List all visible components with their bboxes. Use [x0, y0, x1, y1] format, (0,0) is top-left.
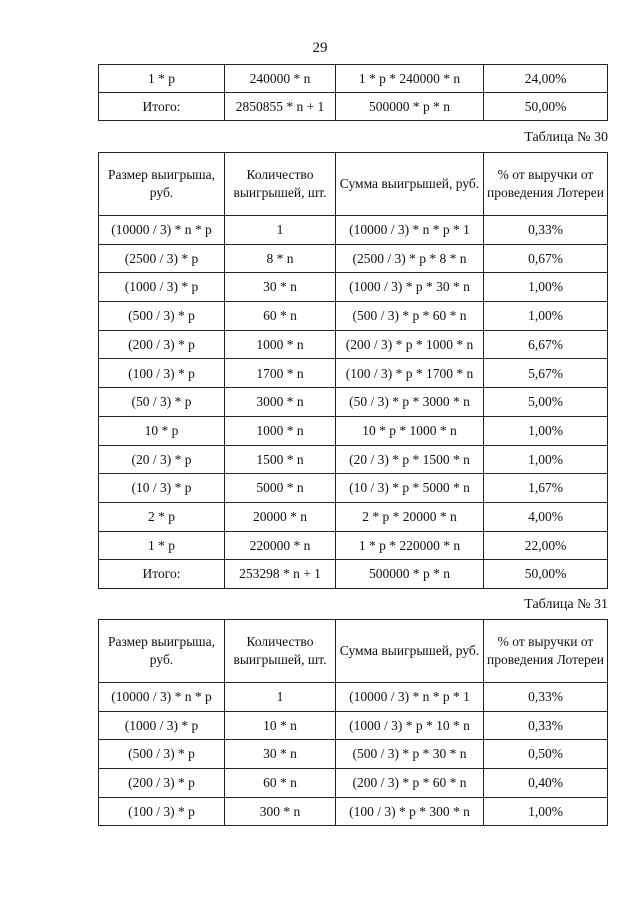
- prize-table-31: [98, 619, 608, 826]
- prize-count-cell: 1700 * n: [225, 359, 336, 388]
- prize-sum-cell: (100 / 3) * p * 300 * n: [336, 797, 484, 826]
- revenue-percent-cell: 0,33%: [484, 216, 608, 245]
- prize-sum-cell: (10 / 3) * p * 5000 * n: [336, 474, 484, 503]
- revenue-percent-cell: 1,00%: [484, 302, 608, 331]
- prize-amount-cell: (100 / 3) * p: [99, 359, 225, 388]
- prize-amount-cell: (1000 / 3) * p: [99, 711, 225, 740]
- header-prize-amount: Размер выигрыша, руб.: [99, 153, 225, 216]
- revenue-percent-cell: 1,00%: [484, 797, 608, 826]
- prize-sum-cell: 500000 * p * n: [336, 560, 484, 589]
- revenue-percent-cell: 1,00%: [484, 416, 608, 445]
- table-row: [99, 302, 608, 331]
- prize-sum-cell: (500 / 3) * p * 30 * n: [336, 740, 484, 769]
- revenue-percent-cell: 0,33%: [484, 683, 608, 712]
- prize-sum-cell: (1000 / 3) * p * 10 * n: [336, 711, 484, 740]
- table-30-caption: Таблица № 30: [524, 130, 608, 145]
- header-prize-sum: Сумма выигрышей, руб.: [336, 153, 484, 216]
- prize-count-cell: 10 * n: [225, 711, 336, 740]
- prize-sum-cell: (10000 / 3) * n * p * 1: [336, 683, 484, 712]
- table-row: [99, 769, 608, 798]
- table-row: [99, 244, 608, 273]
- revenue-percent-cell: 4,00%: [484, 502, 608, 531]
- prize-sum-cell: (100 / 3) * p * 1700 * n: [336, 359, 484, 388]
- prize-count-cell: 1: [225, 683, 336, 712]
- prize-count-cell: 60 * n: [225, 769, 336, 798]
- table-row: [99, 416, 608, 445]
- revenue-percent-cell: 0,67%: [484, 244, 608, 273]
- prize-amount-cell: (10000 / 3) * n * p: [99, 683, 225, 712]
- prize-count-cell: 1000 * n: [225, 416, 336, 445]
- table-row: [99, 65, 608, 93]
- revenue-percent-cell: 1,67%: [484, 474, 608, 503]
- prize-amount-cell: Итого:: [99, 93, 225, 121]
- revenue-percent-cell: 50,00%: [484, 93, 608, 121]
- prize-sum-cell: 1 * p * 220000 * n: [336, 531, 484, 560]
- prize-sum-cell: (10000 / 3) * n * p * 1: [336, 216, 484, 245]
- header-prize-count: Количество выигрышей, шт.: [225, 153, 336, 216]
- prize-sum-cell: (20 / 3) * p * 1500 * n: [336, 445, 484, 474]
- prize-amount-cell: (100 / 3) * p: [99, 797, 225, 826]
- prize-amount-cell: (500 / 3) * p: [99, 740, 225, 769]
- header-prize-count: Количество выигрышей, шт.: [225, 620, 336, 683]
- prize-count-cell: 300 * n: [225, 797, 336, 826]
- table-row: [99, 216, 608, 245]
- prize-amount-cell: (10 / 3) * p: [99, 474, 225, 503]
- table-row: [99, 531, 608, 560]
- prize-amount-cell: 2 * p: [99, 502, 225, 531]
- table-row: [99, 797, 608, 826]
- prize-sum-cell: 1 * p * 240000 * n: [336, 65, 484, 93]
- prize-count-cell: 8 * n: [225, 244, 336, 273]
- table-header-row: [99, 620, 608, 683]
- prize-amount-cell: (20 / 3) * p: [99, 445, 225, 474]
- prize-sum-cell: (2500 / 3) * p * 8 * n: [336, 244, 484, 273]
- prize-sum-cell: (1000 / 3) * p * 30 * n: [336, 273, 484, 302]
- revenue-percent-cell: 6,67%: [484, 330, 608, 359]
- prize-sum-cell: 10 * p * 1000 * n: [336, 416, 484, 445]
- prize-amount-cell: 1 * p: [99, 65, 225, 93]
- prize-sum-cell: (200 / 3) * p * 60 * n: [336, 769, 484, 798]
- table-row: [99, 445, 608, 474]
- prize-count-cell: 220000 * n: [225, 531, 336, 560]
- prize-amount-cell: (1000 / 3) * p: [99, 273, 225, 302]
- table-row: [99, 711, 608, 740]
- header-prize-sum: Сумма выигрышей, руб.: [336, 620, 484, 683]
- prize-count-cell: 1000 * n: [225, 330, 336, 359]
- header-revenue-percent: % от выручки от проведения Лотереи: [484, 153, 608, 216]
- table-row: [99, 273, 608, 302]
- revenue-percent-cell: 0,50%: [484, 740, 608, 769]
- prize-amount-cell: (200 / 3) * p: [99, 330, 225, 359]
- revenue-percent-cell: 5,67%: [484, 359, 608, 388]
- revenue-percent-cell: 0,40%: [484, 769, 608, 798]
- prize-count-cell: 240000 * n: [225, 65, 336, 93]
- revenue-percent-cell: 1,00%: [484, 445, 608, 474]
- prize-amount-cell: 10 * p: [99, 416, 225, 445]
- prize-sum-cell: (50 / 3) * p * 3000 * n: [336, 388, 484, 417]
- table-header-row: [99, 153, 608, 216]
- prize-count-cell: 30 * n: [225, 740, 336, 769]
- table-body: [99, 683, 608, 826]
- revenue-percent-cell: 0,33%: [484, 711, 608, 740]
- prize-count-cell: 253298 * n + 1: [225, 560, 336, 589]
- header-revenue-percent: % от выручки от проведения Лотереи: [484, 620, 608, 683]
- table-row: [99, 683, 608, 712]
- prize-count-cell: 1500 * n: [225, 445, 336, 474]
- header-prize-amount: Размер выигрыша, руб.: [99, 620, 225, 683]
- prize-amount-cell: (200 / 3) * p: [99, 769, 225, 798]
- prize-sum-cell: 2 * p * 20000 * n: [336, 502, 484, 531]
- table-body: [99, 216, 608, 589]
- prize-amount-cell: 1 * p: [99, 531, 225, 560]
- table-row: [99, 502, 608, 531]
- prize-count-cell: 20000 * n: [225, 502, 336, 531]
- revenue-percent-cell: 22,00%: [484, 531, 608, 560]
- prize-amount-cell: (2500 / 3) * p: [99, 244, 225, 273]
- prize-count-cell: 5000 * n: [225, 474, 336, 503]
- prize-count-cell: 1: [225, 216, 336, 245]
- revenue-percent-cell: 5,00%: [484, 388, 608, 417]
- table-31-caption: Таблица № 31: [524, 597, 608, 612]
- prize-count-cell: 3000 * n: [225, 388, 336, 417]
- page-number: 29: [312, 40, 328, 56]
- prize-amount-cell: Итого:: [99, 560, 225, 589]
- prize-count-cell: 2850855 * n + 1: [225, 93, 336, 121]
- prize-amount-cell: (500 / 3) * p: [99, 302, 225, 331]
- table-row: [99, 330, 608, 359]
- prize-table-30: [98, 152, 608, 589]
- table-row: [99, 740, 608, 769]
- table-row: [99, 388, 608, 417]
- total-row: [99, 93, 608, 121]
- prize-sum-cell: 500000 * p * n: [336, 93, 484, 121]
- revenue-percent-cell: 24,00%: [484, 65, 608, 93]
- revenue-percent-cell: 1,00%: [484, 273, 608, 302]
- table-row: [99, 474, 608, 503]
- total-row: [99, 560, 608, 589]
- prize-sum-cell: (200 / 3) * p * 1000 * n: [336, 330, 484, 359]
- prize-count-cell: 60 * n: [225, 302, 336, 331]
- prize-amount-cell: (10000 / 3) * n * p: [99, 216, 225, 245]
- prize-amount-cell: (50 / 3) * p: [99, 388, 225, 417]
- table-row: [99, 359, 608, 388]
- revenue-percent-cell: 50,00%: [484, 560, 608, 589]
- prize-table-continued: [98, 64, 608, 121]
- table-body: [99, 65, 608, 121]
- prize-count-cell: 30 * n: [225, 273, 336, 302]
- prize-sum-cell: (500 / 3) * p * 60 * n: [336, 302, 484, 331]
